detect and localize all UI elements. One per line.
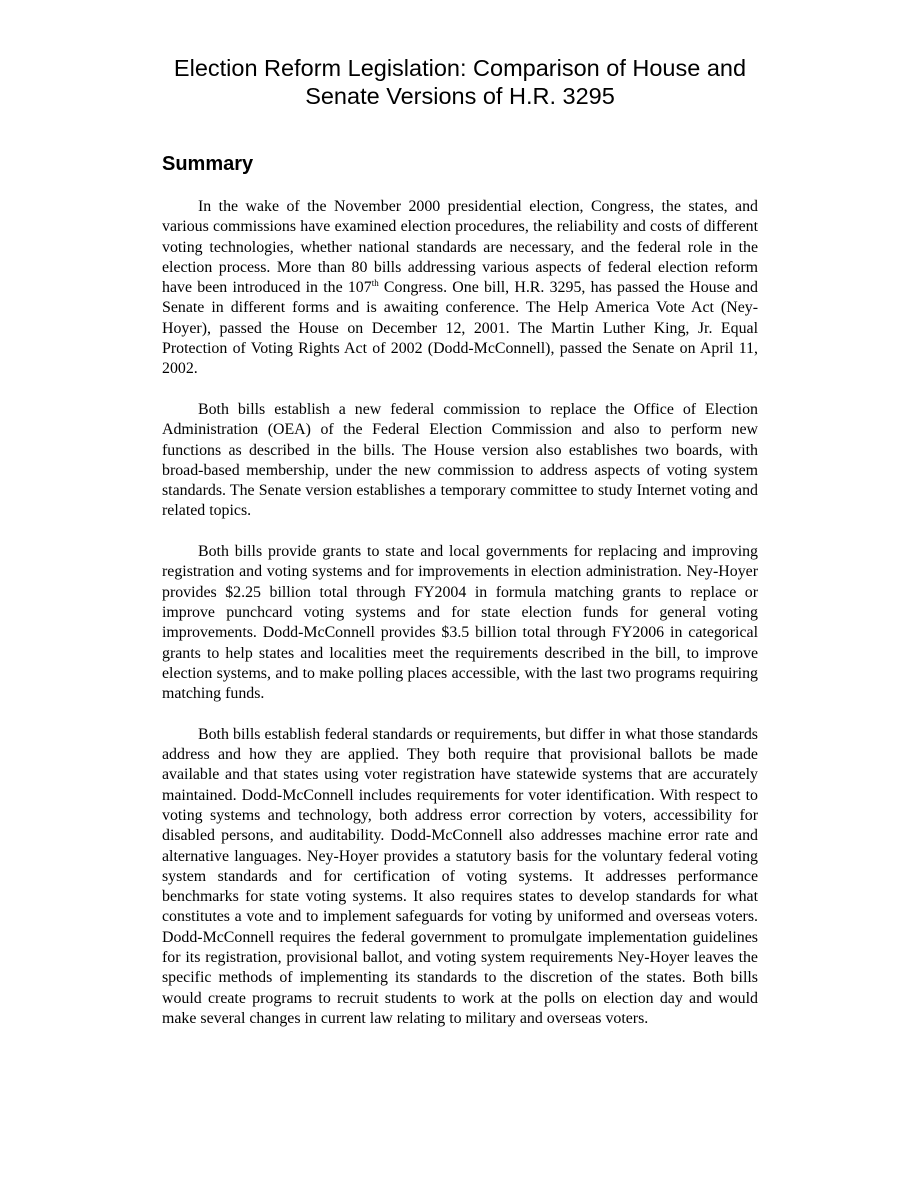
document-page: [162, 54, 758, 1029]
document-title-line-1: Election Reform Legislation: Comparison of House and: [173, 55, 747, 81]
section-heading-summary: Summary: [162, 153, 254, 175]
summary-paragraph-4: Both bills establish federal standards or requirements, but differ in what those standards address and how they are applied. They both require that provisional ballots be made available and that states using voter registration have statewide systems that are accurately maintained. Dodd-McConnell includes requirements for voter identification. With respect to voting systems and technology, both address error correction by voters, accessibility for disabled persons, and auditability. Dodd-McConnell also addresses machine error rate and alternative languages. Ney-Hoyer provides a statutory basis for the voluntary federal voting system standards and for certification of voting systems. It addresses performance benchmarks for state voting systems. It also requires states to develop standards for what constitutes a vote and to implement safeguards for voting by uniformed and overseas voters. Dodd-McConnell requires the federal government to promulgate implementation guidelines for its registration, provisional ballot, and voting system requirements Ney-Hoyer leaves the specific methods of implementing its standards to the discretion of the states. Both bills would create programs to recruit students to work at the polls on election day and would make several changes in current law relating to military and overseas voters.: [162, 725, 758, 1027]
document-title: [162, 54, 758, 110]
summary-paragraph-3: Both bills provide grants to state and local governments for replacing and improving registration and voting systems and for improvements in election administration. Ney-Hoyer provides $2.25 billion total through FY2004 in formula matching grants to replace or improve punchcard voting systems and for state election funds for general voting improvements. Dodd-McConnell provides $3.5 billion total through FY2006 in categorical grants to help states and localities meet the requirements described in the bill, to improve election systems, and to make polling places accessible, with the last two programs requiring matching funds.: [162, 543, 758, 703]
document-title-line-2: Senate Versions of H.R. 3295: [305, 83, 615, 109]
paragraph-1-text-start: In the wake of the November 2000 presidential election, Congress, the states, and various commissions have examined election procedures, the reliability and costs of different voting technologies, whether national standards are necessary, and the federal role in the election process. More than 80 bills addressing various aspects of federal election reform have been introduced in the 107: [162, 198, 758, 297]
ordinal-superscript: th: [371, 278, 379, 289]
summary-paragraph-1: [162, 197, 758, 380]
summary-paragraph-2: Both bills establish a new federal commission to replace the Office of Election Administration (OEA) of the Federal Election Commission and also to perform new functions as described in the bills. The House version also establishes two boards, with broad-based membership, under the new commission to address aspects of voting system standards. The Senate version establishes a temporary committee to study Internet voting and related topics.: [162, 400, 758, 520]
paragraph-1-text-end: Congress. One bill, H.R. 3295, has passed the House and Senate in different forms and is awaiting conference. The Help America Vote Act (Ney-Hoyer), passed the House on December 12, 2001. The Martin Luther King, Jr. Equal Protection of Voting Rights Act of 2002 (Dodd-McConnell), passed the Senate on April 11, 2002.: [162, 279, 758, 378]
